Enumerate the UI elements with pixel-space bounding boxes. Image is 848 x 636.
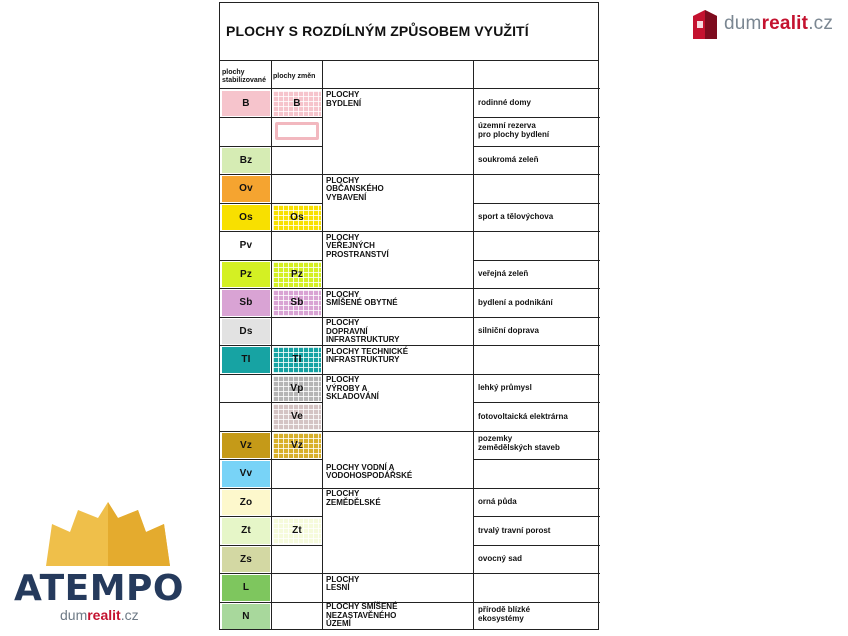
- use-label: bydlení a podnikání: [478, 297, 553, 307]
- swatch-stabilized-l: L: [222, 575, 270, 601]
- swatch-stabilized-ds: Ds: [222, 319, 270, 345]
- dumrealit-brand[interactable]: [692, 8, 833, 40]
- swatch-stabilized-ti: TI: [222, 347, 270, 373]
- group-name: PLOCHY SMÍŠENÉ NEZASTAVĚNÉHO ÚZEMÍ: [326, 602, 398, 628]
- swatch-change-vp: Vp: [273, 376, 321, 402]
- swatch-stabilized-sb: Sb: [222, 290, 270, 316]
- swatch-change-sb: Sb: [273, 290, 321, 316]
- swatch-change-ve: Ve: [273, 404, 321, 430]
- use-label: silniční doprava: [478, 326, 539, 335]
- use-label: pozemky zemědělských staveb: [478, 434, 560, 452]
- swatch-stabilized-ov: Ov: [222, 176, 270, 202]
- swatch-change-os: Os: [273, 205, 321, 231]
- use-label: sport a tělovýchova: [478, 212, 554, 221]
- swatch-stabilized-vz: Vz: [222, 433, 270, 459]
- use-label: trvalý travní porost: [478, 525, 551, 535]
- group-name: PLOCHY VEŘEJNÝCH PROSTRANSTVÍ: [326, 232, 389, 259]
- group-name: PLOCHY LESNÍ: [326, 574, 360, 592]
- swatch-change-vz: Vz: [273, 433, 321, 459]
- swatch-stabilized-os: Os: [222, 205, 270, 231]
- atempo-logo: [10, 498, 210, 628]
- use-label: orná půda: [478, 497, 517, 506]
- group-name: PLOCHY VÝROBY A SKLADOVÁNÍ: [326, 375, 379, 401]
- group-name: PLOCHY ZEMĚDĚLSKÉ: [326, 489, 381, 507]
- swatch-stabilized-zo: Zo: [222, 490, 270, 516]
- legend-title: PLOCHY S ROZDÍLNÝM ZPŮSOBEM VYUŽITÍ: [220, 3, 598, 61]
- swatch-stabilized-b: B: [222, 91, 270, 117]
- use-label: rodinné domy: [478, 98, 531, 107]
- atempo-sublabel: dumrealit.cz: [60, 607, 139, 623]
- column-header-stabilized: plochy stabilizované: [222, 69, 266, 84]
- crown-icon: [42, 498, 174, 570]
- land-use-legend: [219, 2, 599, 630]
- swatch-reserve: [275, 122, 319, 141]
- use-label: územní rezerva pro plochy bydlení: [478, 120, 550, 139]
- swatch-stabilized-zs: Zs: [222, 547, 270, 573]
- swatch-change-pz: Pz: [273, 262, 321, 288]
- use-label: soukromá zeleň: [478, 155, 539, 164]
- column-header-changes: plochy změn: [273, 73, 316, 80]
- use-label: přírodě blízké ekosystémy: [478, 605, 531, 623]
- group-name: PLOCHY TECHNICKÉ INFRASTRUKTURY: [326, 346, 409, 364]
- group-name: PLOCHY VODNÍ A VODOHOSPODÁŘSKÉ: [326, 462, 413, 480]
- swatch-stabilized-bz: Bz: [222, 148, 270, 174]
- use-label: lehký průmysl: [478, 383, 532, 392]
- atempo-wordmark: ATEMPO: [14, 568, 185, 609]
- use-label: fotovoltaická elektrárna: [478, 411, 568, 421]
- group-name: PLOCHY BYDLENÍ: [326, 90, 362, 108]
- swatch-change-zt: Zt: [273, 518, 321, 544]
- group-name: PLOCHY DOPRAVNÍ INFRASTRUKTURY: [326, 318, 400, 344]
- group-name: PLOCHY OBČANSKÉHO VYBAVENÍ: [326, 175, 384, 202]
- brand-name: dumrealit.cz: [724, 13, 834, 34]
- swatch-change-ti: TI: [273, 347, 321, 373]
- swatch-stabilized-vv: Vv: [222, 461, 270, 487]
- swatch-stabilized-pv: Pv: [222, 233, 270, 259]
- swatch-change-b: B: [273, 91, 321, 117]
- swatch-stabilized-zt: Zt: [222, 518, 270, 544]
- house-logo-icon: [692, 8, 718, 40]
- swatch-stabilized-pz: Pz: [222, 262, 270, 288]
- use-label: veřejná zeleň: [478, 269, 529, 278]
- group-name: PLOCHY SMÍŠENÉ OBYTNÉ: [326, 289, 398, 307]
- use-label: ovocný sad: [478, 554, 523, 563]
- swatch-stabilized-n: N: [222, 604, 270, 630]
